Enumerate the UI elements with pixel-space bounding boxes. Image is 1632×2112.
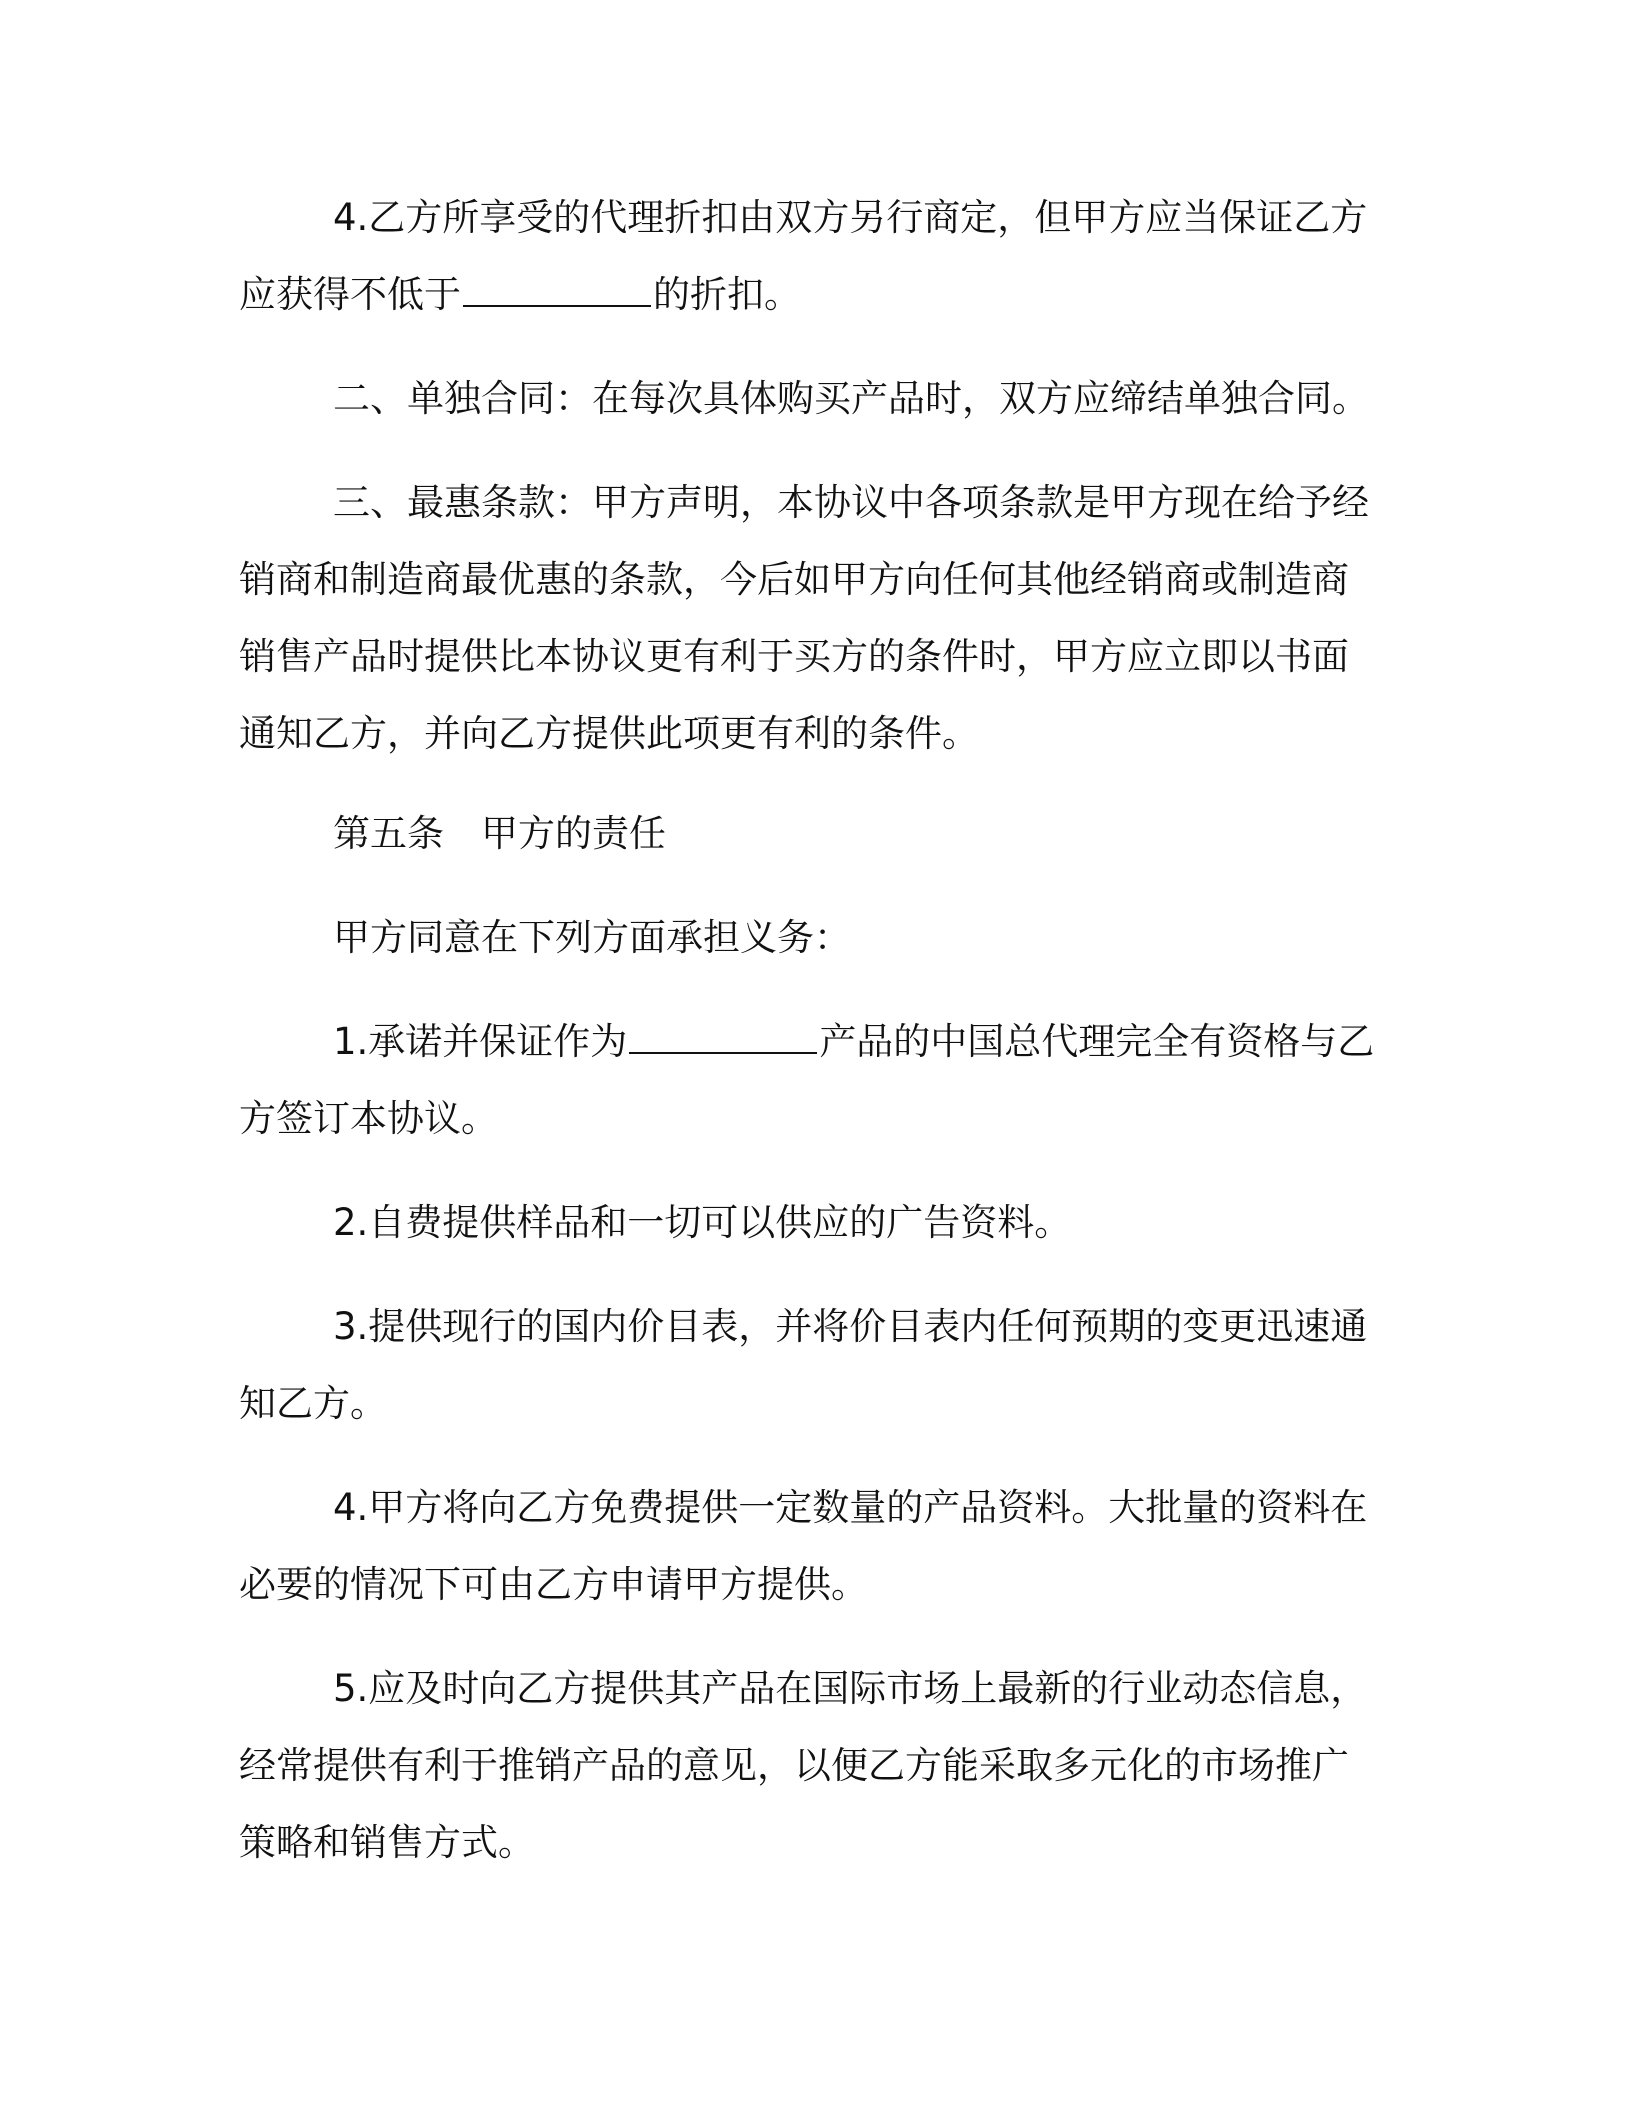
line-text: 1.承诺并保证作为 <box>333 1020 628 1063</box>
line-text: 经常提供有利于推销产品的意见，以便乙方能采取多元化的市场推广 <box>239 1744 1349 1787</box>
text-line <box>239 1563 868 1607</box>
text-line <box>333 1020 1374 1064</box>
text-line <box>333 1305 1367 1349</box>
text-line <box>333 481 1369 525</box>
line-text: 4.乙方所享受的代理折扣由双方另行商定，但甲方应当保证乙方 <box>333 196 1368 239</box>
fill-in-blank <box>629 1022 817 1054</box>
line-text: 2.自费提供样品和一切可以供应的广告资料。 <box>333 1201 1072 1244</box>
line-text: 产品的中国总代理完全有资格与乙 <box>819 1020 1375 1063</box>
line-text: 方签订本协议。 <box>239 1097 498 1140</box>
text-line <box>239 1744 1349 1788</box>
line-text: 知乙方。 <box>239 1382 387 1425</box>
line-text: 甲方同意在下列方面承担义务： <box>333 916 851 959</box>
text-line <box>239 1097 498 1141</box>
line-text: 销售产品时提供比本协议更有利于买方的条件时，甲方应立即以书面 <box>239 635 1349 678</box>
text-line <box>333 377 1369 421</box>
line-text: 5.应及时向乙方提供其产品在国际市场上最新的行业动态信息， <box>333 1667 1368 1710</box>
article-heading <box>333 812 666 856</box>
fill-in-blank <box>463 275 651 307</box>
text-line <box>239 1821 535 1865</box>
text-line <box>239 273 801 317</box>
line-text: 三、最惠条款：甲方声明，本协议中各项条款是甲方现在给予经 <box>333 481 1369 524</box>
line-text: 第五条 甲方的责任 <box>333 812 666 855</box>
text-line <box>333 1667 1367 1711</box>
line-text: 二、单独合同：在每次具体购买产品时，双方应缔结单独合同。 <box>333 377 1369 420</box>
text-line <box>239 635 1349 679</box>
line-text: 必要的情况下可由乙方申请甲方提供。 <box>239 1563 868 1606</box>
line-text: 策略和销售方式。 <box>239 1821 535 1864</box>
text-line <box>239 1382 387 1426</box>
text-line <box>333 916 851 960</box>
line-text: 销商和制造商最优惠的条款，今后如甲方向任何其他经销商或制造商 <box>239 558 1349 601</box>
line-text: 应获得不低于 <box>239 273 461 316</box>
text-line <box>333 196 1367 240</box>
line-text: 4.甲方将向乙方免费提供一定数量的产品资料。大批量的资料在 <box>333 1486 1368 1529</box>
text-line <box>333 1201 1071 1245</box>
text-line <box>239 558 1349 602</box>
text-line <box>239 712 979 756</box>
line-text: 通知乙方，并向乙方提供此项更有利的条件。 <box>239 712 979 755</box>
line-text: 的折扣。 <box>653 273 801 316</box>
text-line <box>333 1486 1367 1530</box>
line-text: 3.提供现行的国内价目表，并将价目表内任何预期的变更迅速通 <box>333 1305 1368 1348</box>
